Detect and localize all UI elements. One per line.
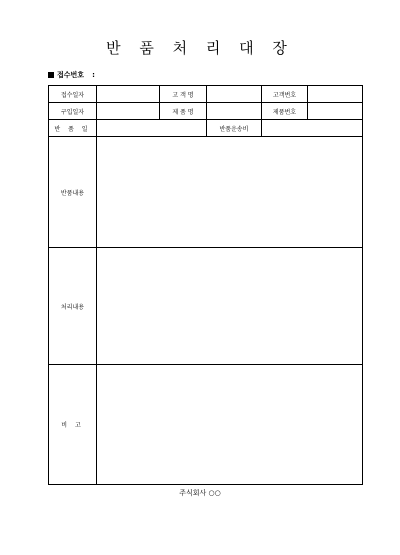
receipt-date-field[interactable] xyxy=(97,86,160,103)
process-content-field[interactable] xyxy=(97,248,363,365)
company-footer: 주식회사 ○○ xyxy=(179,489,221,497)
customer-number-field[interactable] xyxy=(308,86,363,103)
remarks-label: 비 고 xyxy=(49,365,97,485)
return-content-label: 반품내용 xyxy=(49,137,97,248)
return-date-label: 반 품 일 xyxy=(49,120,97,137)
customer-name-label: 고 객 명 xyxy=(160,86,207,103)
product-number-label: 제품번호 xyxy=(262,103,308,120)
product-name-field[interactable] xyxy=(207,103,262,120)
form-row-2 xyxy=(49,103,363,120)
process-content-row xyxy=(49,248,363,365)
form-row-1 xyxy=(49,86,363,103)
customer-number-label: 고객번호 xyxy=(262,86,308,103)
purchase-date-field[interactable] xyxy=(97,103,160,120)
document-title: 반 품 처 리 대 장 xyxy=(106,39,294,57)
return-shipping-field[interactable] xyxy=(262,120,363,137)
return-form-table xyxy=(48,85,363,485)
square-bullet-icon xyxy=(48,72,54,78)
remarks-field[interactable] xyxy=(97,365,363,485)
return-shipping-label: 반품운송비 xyxy=(207,120,262,137)
process-content-label: 처리내용 xyxy=(49,248,97,365)
return-date-field[interactable] xyxy=(97,120,207,137)
customer-name-field[interactable] xyxy=(207,86,262,103)
product-name-label: 제 품 명 xyxy=(160,103,207,120)
return-content-row xyxy=(49,137,363,248)
receipt-date-label: 접수일자 xyxy=(49,86,97,103)
return-content-field[interactable] xyxy=(97,137,363,248)
product-number-field[interactable] xyxy=(308,103,363,120)
form-row-3 xyxy=(49,120,363,137)
remarks-row xyxy=(49,365,363,485)
receipt-number-line xyxy=(48,70,95,80)
receipt-number-label: 접수번호 xyxy=(57,71,85,79)
purchase-date-label: 구입일자 xyxy=(49,103,97,120)
receipt-number-colon: : xyxy=(92,71,95,79)
